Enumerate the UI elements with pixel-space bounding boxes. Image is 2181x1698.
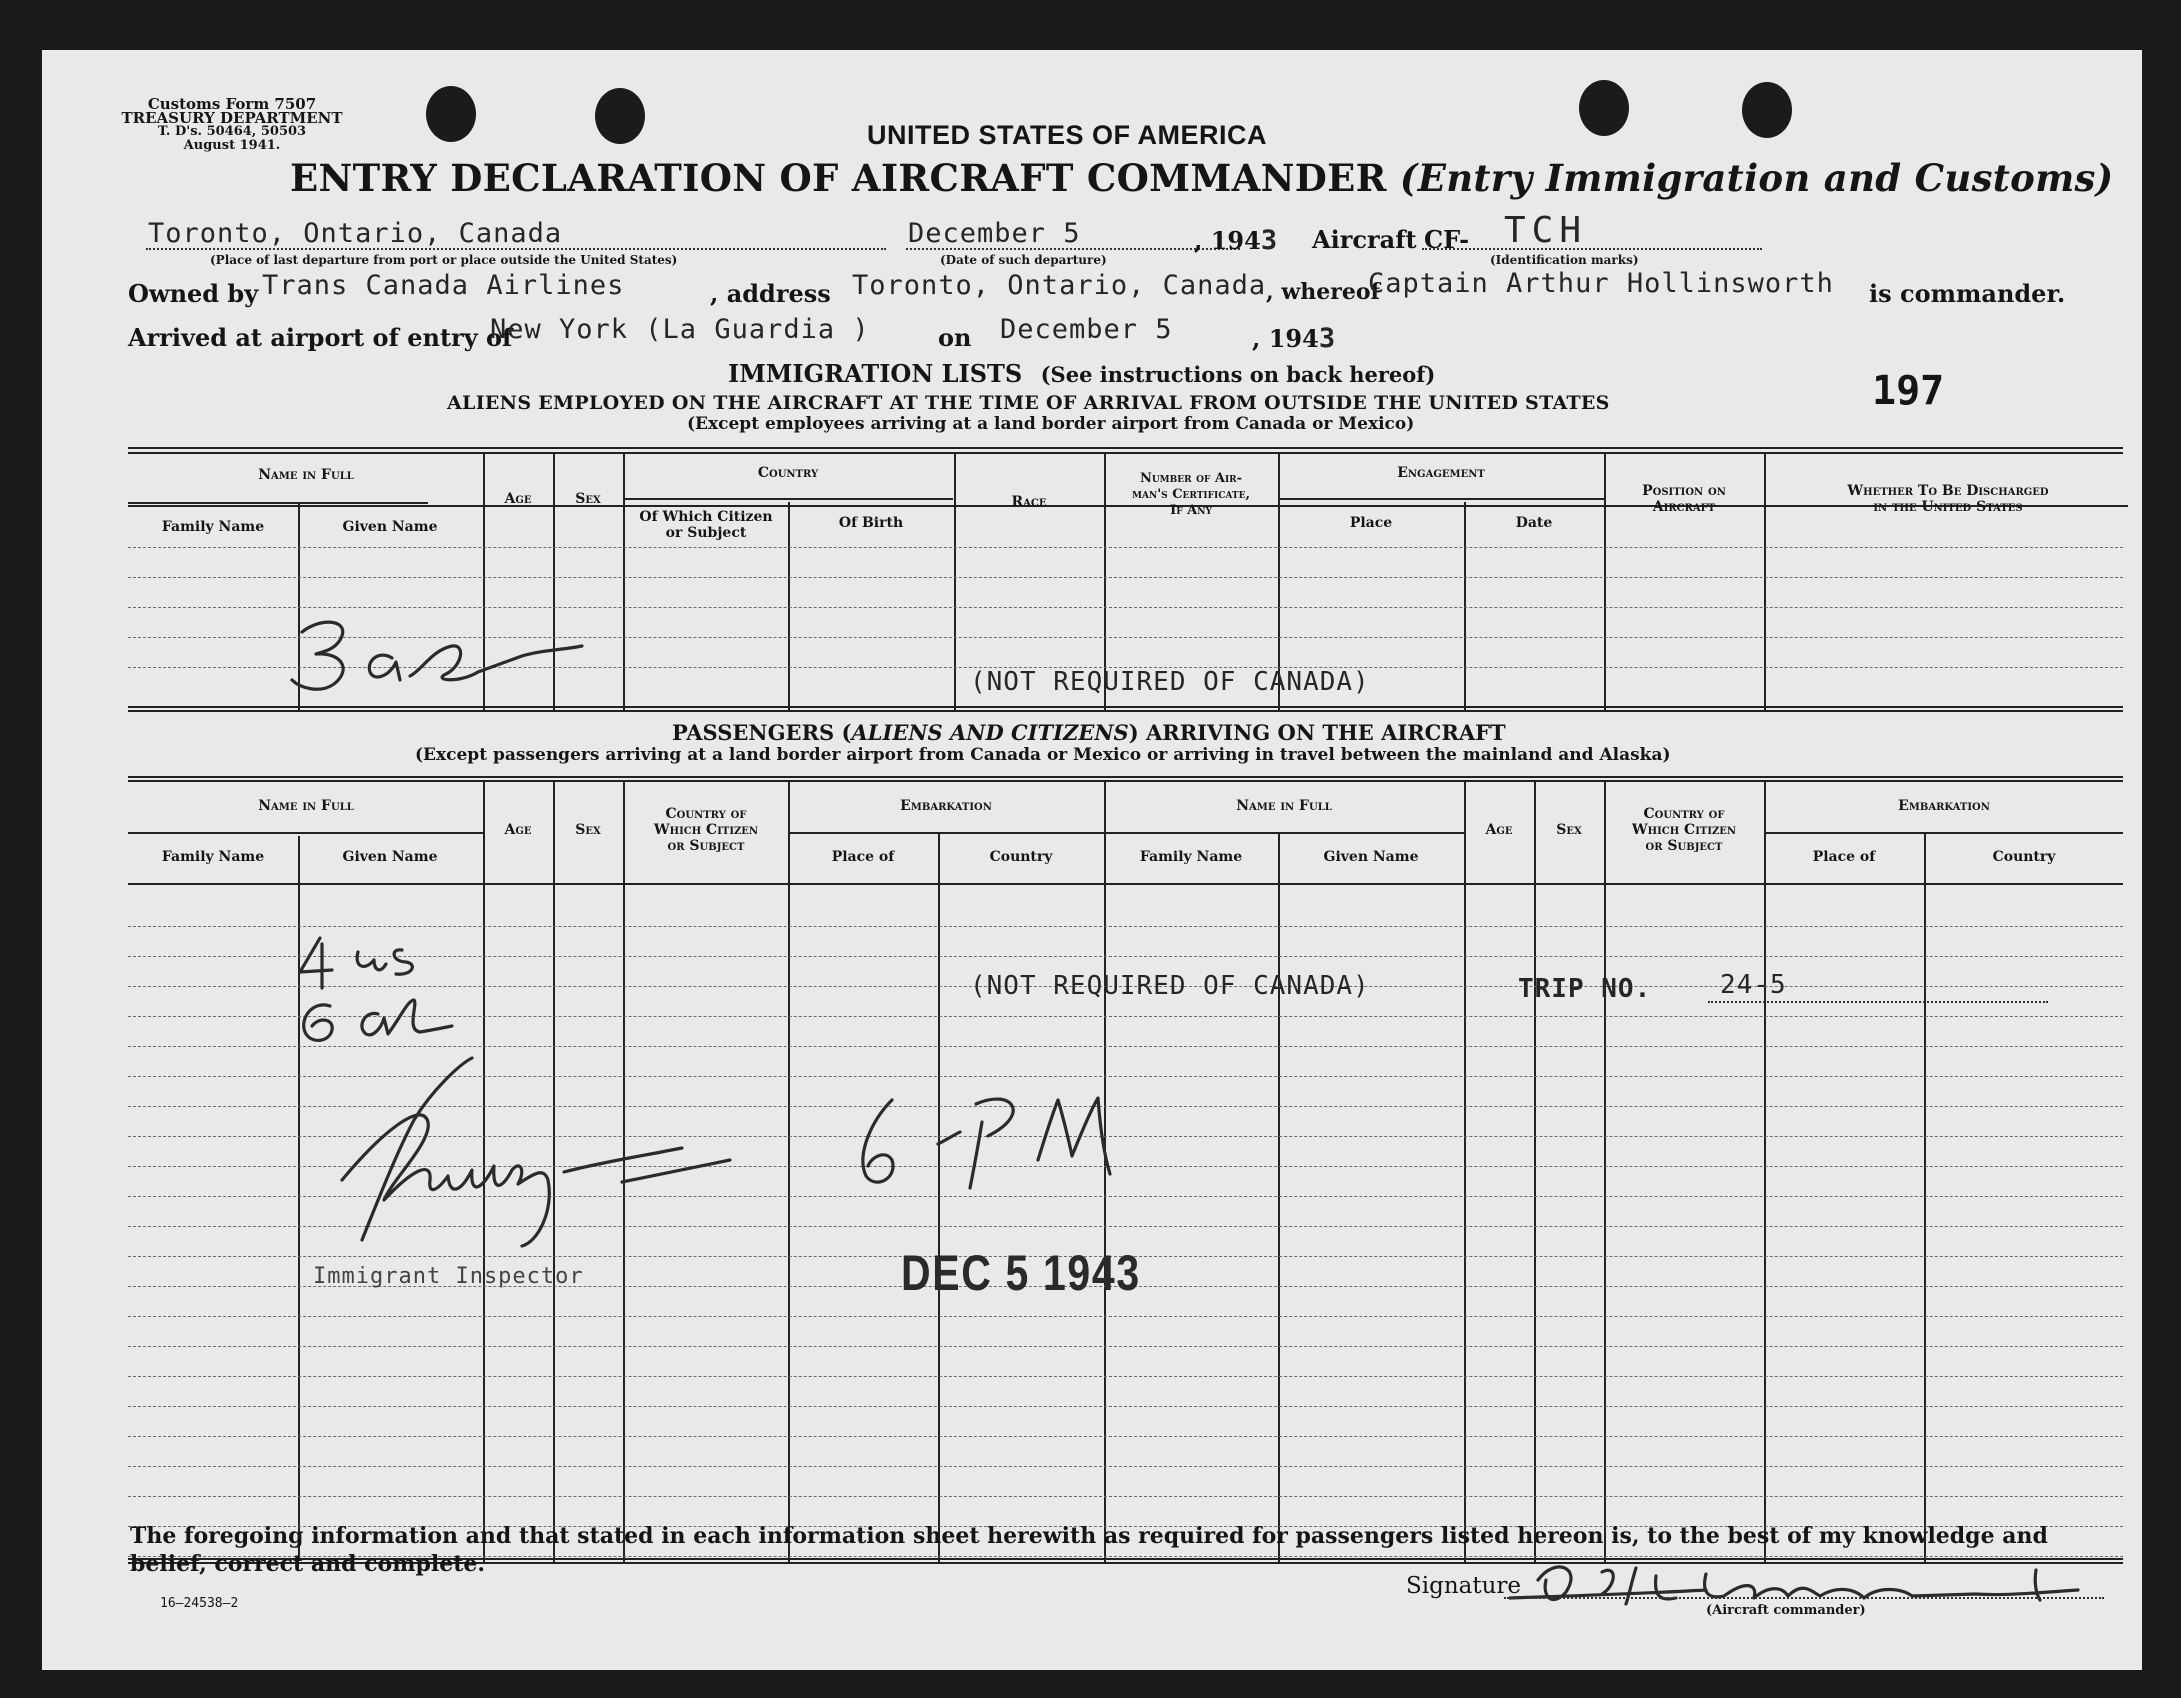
col-header: Place xyxy=(1349,515,1393,531)
col-header: Race xyxy=(1011,494,1047,510)
col-header: Engagement xyxy=(1397,465,1485,481)
aircraft-line xyxy=(1422,248,1762,250)
declaration-form xyxy=(42,50,2142,1670)
immigration-subheading: ALIENS EMPLOYED ON THE AIRCRAFT AT THE TIME OF ARRIVAL FROM OUTSIDE THE UNITED STATES xyxy=(447,392,1610,414)
owner-name: Trans Canada Airlines xyxy=(262,270,625,301)
col-header: Name in Full xyxy=(258,467,354,483)
signature-label: Signature xyxy=(1406,1573,1522,1599)
col-header: Place of xyxy=(1812,849,1876,865)
form-id-line: Customs Form 7507 xyxy=(147,95,317,113)
col-header: Sex xyxy=(1556,822,1582,838)
arrival-year xyxy=(1252,323,1336,354)
passengers-heading xyxy=(672,720,1506,745)
table-row xyxy=(128,1316,2123,1317)
immigration-note: (See instructions on back hereof) xyxy=(1040,362,1436,387)
form-id-line: T. D's. 50464, 50503 xyxy=(157,124,307,139)
col-header: Whether To Be Discharged in the United States xyxy=(1847,483,2049,515)
punch-hole xyxy=(595,88,645,144)
col-header: Country xyxy=(989,849,1053,865)
col-header: Family Name xyxy=(161,849,265,865)
arrival-year-prefix: , 194 xyxy=(1252,324,1319,353)
form-number: 16—24538—2 xyxy=(160,1596,239,1611)
departure-date-line xyxy=(906,248,1240,250)
table-row xyxy=(128,1376,2123,1377)
col-header: Given Name xyxy=(1323,849,1419,865)
trip-number: 24-5 xyxy=(1720,970,1787,1000)
table-row xyxy=(128,1436,2123,1437)
arrival-on-label: on xyxy=(938,323,972,352)
arrival-airport: New York (La Guardia ) xyxy=(490,314,870,345)
col-header: Number of Air- man's Certificate, If Any xyxy=(1132,471,1250,518)
trip-label: TRIP NO. xyxy=(1518,974,1652,1004)
handwritten-passenger-counts xyxy=(282,930,542,1060)
col-header: Age xyxy=(1485,822,1513,838)
form-id-line: TREASURY DEPARTMENT xyxy=(121,109,343,127)
aircraft-label: Aircraft xyxy=(1312,225,1417,254)
form-title-main: ENTRY DECLARATION OF AIRCRAFT COMMANDER xyxy=(290,156,1387,200)
whereof-label: , whereof xyxy=(1266,279,1380,305)
col-header: Given Name xyxy=(342,849,438,865)
commander-name: Captain Arthur Hollinsworth xyxy=(1368,268,1834,299)
departure-date-caption: (Date of such departure) xyxy=(940,253,1107,267)
col-header: Place of xyxy=(831,849,895,865)
departure-year-prefix: , 194 xyxy=(1194,226,1261,255)
table-row xyxy=(128,1496,2123,1497)
immigration-heading xyxy=(728,359,1435,388)
passengers-subnote: (Except passengers arriving at a land border airport from Canada or Mexico or arriving in travel between the mainland and Alaska) xyxy=(415,745,1671,765)
col-header: Given Name xyxy=(342,519,438,535)
trip-number-line xyxy=(1708,1001,2048,1003)
departure-year-suffix: 3 xyxy=(1260,225,1279,256)
signature-caption: (Aircraft commander) xyxy=(1706,1603,1866,1618)
punch-hole xyxy=(1579,80,1629,136)
table-row xyxy=(128,1406,2123,1407)
col-header: Sex xyxy=(575,491,601,507)
aircraft-prefix: CF- xyxy=(1424,225,1470,254)
punch-hole xyxy=(1742,82,1792,138)
col-header: Family Name xyxy=(1139,849,1243,865)
not-required-note: (NOT REQUIRED OF CANADA) xyxy=(970,971,1370,1001)
form-title-italic: (Entry Immigration and Customs) xyxy=(1399,156,2114,200)
table-row xyxy=(128,926,2123,927)
departure-place-line xyxy=(146,248,886,250)
form-id-block xyxy=(102,97,362,153)
passengers-heading-italic: ALIENS AND CITIZENS xyxy=(851,720,1129,745)
is-commander-label: is commander. xyxy=(1869,279,2066,308)
address-label: , address xyxy=(710,279,831,308)
col-header: Family Name xyxy=(161,519,265,535)
form-id-line: August 1941. xyxy=(183,138,281,153)
col-header: Date xyxy=(1515,515,1553,531)
immigration-subnote: (Except employees arriving at a land border airport from Canada or Mexico) xyxy=(687,414,1415,434)
passengers-heading-post: ) ARRIVING ON THE AIRCRAFT xyxy=(1128,720,1506,745)
owner-address: Toronto, Ontario, Canada xyxy=(852,270,1267,301)
sheet-number: 197 xyxy=(1872,368,1945,414)
immigration-title: IMMIGRATION LISTS xyxy=(728,359,1023,388)
col-header: Name in Full xyxy=(258,798,354,814)
table-row xyxy=(128,1466,2123,1467)
aircraft-marks-caption: (Identification marks) xyxy=(1490,253,1639,267)
col-header: Age xyxy=(504,491,532,507)
departure-date: December 5 xyxy=(908,218,1081,249)
not-required-note: (NOT REQUIRED OF CANADA) xyxy=(970,667,1370,697)
col-header: Country of Which Citizen or Subject xyxy=(1631,806,1737,854)
col-header: Age xyxy=(504,822,532,838)
inspector-caption: Immigrant Inspector xyxy=(313,1264,584,1289)
col-header: Sex xyxy=(575,822,601,838)
col-header: Embarkation xyxy=(1898,798,1990,814)
arrival-year-suffix: 3 xyxy=(1318,323,1337,354)
departure-place-caption: (Place of last departure from port or place outside the United States) xyxy=(210,253,678,267)
departure-place: Toronto, Ontario, Canada xyxy=(148,218,563,249)
col-header: Country of Which Citizen or Subject xyxy=(653,806,759,854)
col-header: Of Which Citizen or Subject xyxy=(639,509,773,541)
aircraft-marks: TCH xyxy=(1504,210,1588,251)
date-stamp: DEC 5 1943 xyxy=(901,1245,1141,1301)
handwritten-inspector-signature xyxy=(322,1050,842,1250)
col-header: Name in Full xyxy=(1236,798,1332,814)
arrival-date: December 5 xyxy=(1000,314,1173,345)
form-title xyxy=(290,156,2113,200)
col-header: Country xyxy=(757,465,819,481)
arrival-label: Arrived at airport of entry of xyxy=(128,323,513,352)
certification-text: The foregoing information and that stated in each information sheet herewith as required for passengers listed hereon is, to the best of my knowledge and belief, correct and complete. xyxy=(130,1523,2048,1577)
col-header: Position on Aircraft xyxy=(1642,483,1726,515)
handwritten-crew-count xyxy=(282,610,602,700)
departure-year xyxy=(1194,225,1278,256)
col-header: Of Birth xyxy=(838,515,904,531)
col-header: Country xyxy=(1992,849,2056,865)
country-heading: UNITED STATES OF AMERICA xyxy=(867,120,1267,150)
col-header: Embarkation xyxy=(900,798,992,814)
table-row xyxy=(128,1346,2123,1347)
owned-by-label: Owned by xyxy=(128,279,259,308)
passengers-heading-pre: PASSENGERS ( xyxy=(672,720,852,745)
punch-hole xyxy=(426,86,476,142)
handwritten-time xyxy=(842,1070,1202,1210)
signature-line xyxy=(1504,1597,2104,1599)
